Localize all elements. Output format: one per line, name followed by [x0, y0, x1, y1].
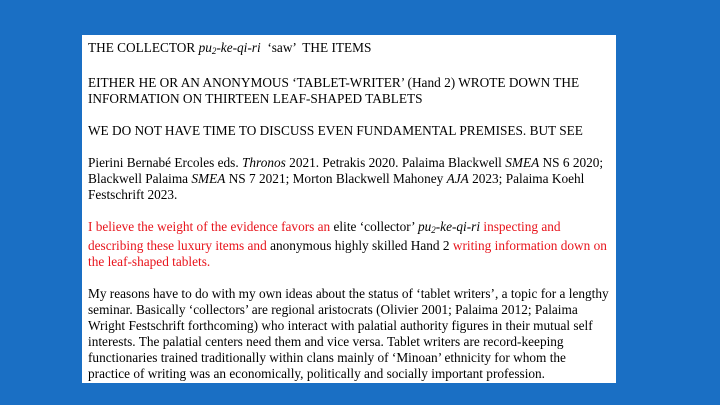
belief-black-1: elite ‘collector’: [333, 219, 418, 234]
heading-text-1: THE COLLECTOR: [88, 40, 199, 55]
term-subscript: 2: [211, 46, 217, 56]
paragraph-reasons: My reasons have to do with my own ideas about the status of ‘tablet writers’, a topic for a lengthy seminar. Basically ‘collectors’ are regional aristocrats (Olivier 2001; Palaima 2012; Palaima Wright Festschrift forthcoming) who interact with palatial authority figures in their mutual self interests. The palatial centers need them and vice versa. Tablet writers are record-keeping functionaries trained traditionally within clans mainly of ‘Minoan’ ethnicity for whom the practice of writing was an economically, politically and socially important profession.: [88, 286, 609, 381]
belief-term-subscript: 2: [431, 225, 436, 235]
ref-text-4: NS 7 2021; Morton Blackwell Mahoney: [225, 171, 447, 186]
heading-text-2: ‘saw’ THE ITEMS: [260, 40, 372, 55]
ref-text-3: NS 6 2020; Blackwell Palaima: [88, 155, 604, 186]
ref-text-1: Pierini Bernabé Ercoles eds.: [88, 155, 242, 170]
belief-red-2: inspecting and describing these luxury items and: [88, 219, 561, 253]
ref-smea-2: SMEA: [191, 171, 226, 186]
term-rest: -ke-qi-ri: [216, 40, 261, 55]
belief-red-3: writing information down on the leaf-shaped tablets.: [88, 238, 607, 269]
ref-aja: AJA: [446, 171, 469, 186]
slide-content: [82, 35, 616, 383]
belief-term-rest: -ke-qi-ri: [435, 219, 481, 234]
ref-text-5: 2023; Palaima Koehl Festschrift 2023.: [88, 171, 585, 202]
paragraph-premises: WE DO NOT HAVE TIME TO DISCUSS EVEN FUNDAMENTAL PREMISES. BUT SEE: [88, 123, 583, 138]
ref-text-2: 2021. Petrakis 2020. Palaima Blackwell: [285, 155, 506, 170]
term-pu: pu: [198, 40, 212, 55]
heading-collector: [88, 40, 610, 59]
paragraph-references: [88, 155, 610, 203]
belief-red-1: I believe the weight of the evidence favors an: [88, 219, 334, 234]
paragraph-belief: [88, 219, 610, 270]
ref-thronos: Thronos: [241, 155, 286, 170]
belief-term-pu: pu: [417, 219, 432, 234]
belief-black-2: anonymous highly skilled Hand 2: [270, 238, 453, 253]
ref-smea-1: SMEA: [505, 155, 540, 170]
paragraph-tablet-writer: EITHER HE OR AN ANONYMOUS ‘TABLET-WRITER’ (Hand 2) WROTE DOWN THE INFORMATION ON THIRTEEN LEAF-SHAPED TABLETS: [88, 75, 580, 106]
